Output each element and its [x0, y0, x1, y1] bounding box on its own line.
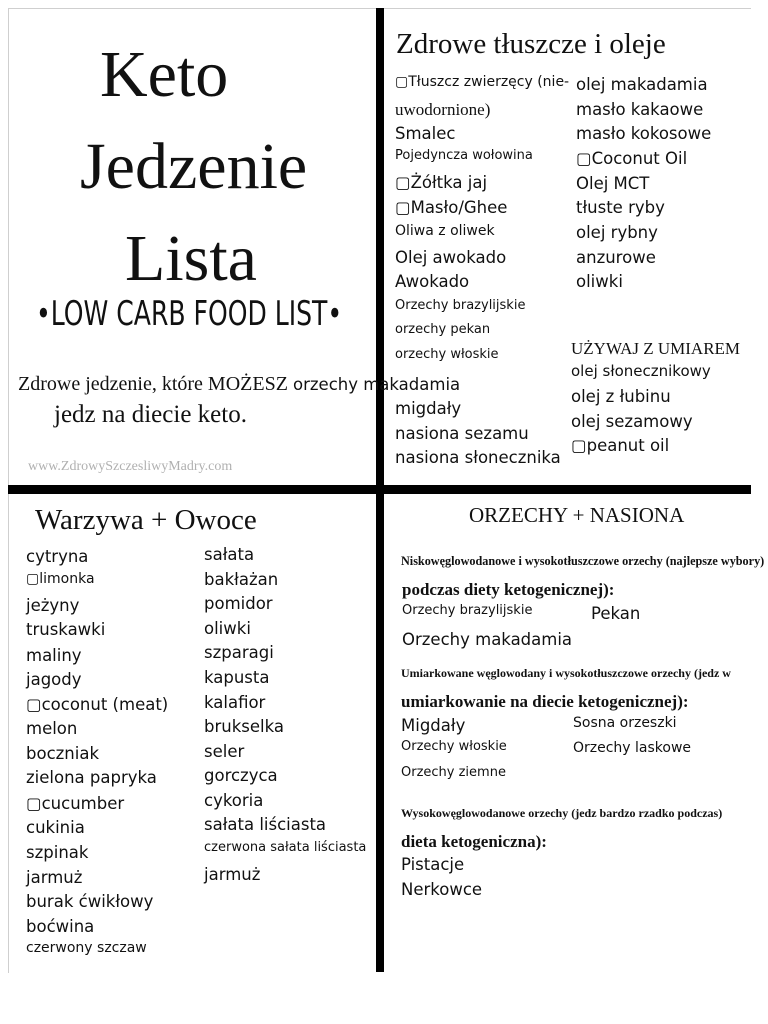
vegetables-heading: Warzywa + Owoce [35, 504, 257, 536]
nut-item: Orzechy ziemne [401, 765, 506, 780]
fat-col2-item: olej makadamia [576, 75, 708, 94]
fat-olej-awokado: Olej awokado [395, 248, 507, 267]
veg-item: kalafior [204, 693, 266, 712]
fat-col2-item: Olej MCT [576, 174, 650, 193]
veg-item: maliny [26, 646, 82, 665]
moderation-heading: UŻYWAJ Z UMIAREM [571, 339, 741, 358]
website-link[interactable]: www.ZdrowySzczesliwyMadry.com [28, 459, 233, 474]
veg-item: pomidor [204, 594, 273, 613]
nut-item: Pistacje [401, 855, 465, 874]
veg-item: cytryna [26, 547, 89, 566]
veg-item: szparagi [204, 643, 274, 662]
nuts-heading: ORZECHY + NASIONA [469, 503, 685, 527]
moderation-item: olej słonecznikowy [571, 362, 711, 380]
veg-item: ▢limonka [26, 571, 95, 587]
veg-item: oliwki [204, 619, 251, 638]
veg-item: boćwina [26, 917, 95, 936]
veg-item: brukselka [204, 717, 284, 736]
veg-item: burak ćwikłowy [26, 892, 154, 911]
veg-item: jeżyny [26, 596, 80, 615]
intro-line-2: jedz na diecie keto. [54, 401, 247, 428]
veg-item: cukinia [26, 818, 85, 837]
fat-col2-item: tłuste ryby [576, 198, 665, 217]
nuts-best-intro: Niskowęglowodanowe i wysokotłuszczowe orzechy (najlepsze wybory) [401, 554, 765, 568]
fat-wolowina: Pojedyncza wołowina [395, 148, 533, 163]
title-jedzenie: Jedzenie [80, 130, 308, 203]
nut-item: Sosna orzeszki [573, 715, 677, 731]
veg-item: melon [26, 719, 78, 738]
nut-item: Pekan [591, 604, 641, 623]
nut-item: Migdały [401, 716, 466, 735]
nuts-moderate-subhead: umiarkowanie na diecie ketogenicznej): [401, 692, 689, 711]
fat-col2-item: masło kokosowe [576, 124, 712, 143]
fat-maslo: ▢Masło/Ghee [395, 198, 508, 217]
veg-item: kapusta [204, 668, 270, 687]
moderation-item: ▢peanut oil [571, 436, 670, 455]
fat-wloskie: orzechy włoskie [395, 347, 499, 362]
fat-uwodornione: uwodornione) [395, 100, 491, 119]
nuts-rare-subhead: dieta ketogeniczna): [401, 832, 547, 851]
veg-item: gorczyca [204, 766, 278, 785]
veg-item: cykoria [204, 791, 264, 810]
fat-zoltka: ▢Żółtka jaj [395, 173, 488, 192]
veg-item: ▢cucumber [26, 794, 125, 813]
fat-sezam: nasiona sezamu [395, 424, 529, 443]
fat-oliwa: Oliwa z oliwek [395, 223, 495, 239]
veg-item: seler [204, 742, 245, 761]
title-lista: Lista [125, 222, 257, 295]
veg-item: sałata [204, 545, 255, 564]
moderation-item: olej sezamowy [571, 412, 693, 431]
veg-item: czerwona sałata liściasta [204, 840, 367, 855]
veg-item: sałata liściasta [204, 815, 327, 834]
fat-pekan: orzechy pekan [395, 322, 491, 337]
fat-col2-item: anzurowe [576, 248, 656, 267]
fat-makadamia: orzechy makadamia [293, 375, 461, 394]
fat-migdaly: migdały [395, 399, 462, 418]
subtitle-low-carb: •LOW CARB FOOD LIST• [36, 294, 343, 334]
veg-item: jagody [26, 670, 82, 689]
veg-item: bakłażan [204, 570, 279, 589]
nut-item: Orzechy brazylijskie [402, 603, 533, 618]
fat-col2-item: masło kakaowe [576, 100, 704, 119]
moderation-item: olej z łubinu [571, 387, 671, 406]
fat-slonecznik: nasiona słonecznika [395, 448, 561, 467]
intro-line-1: Zdrowe jedzenie, które MOŻESZ [18, 373, 288, 395]
nut-item: Orzechy włoskie [401, 739, 507, 754]
veg-item: ▢coconut (meat) [26, 695, 169, 714]
veg-item: jarmuż [204, 865, 261, 884]
horizontal-divider [8, 485, 751, 494]
veg-item: czerwony szczaw [26, 940, 147, 956]
nut-item: Orzechy makadamia [402, 630, 573, 649]
fat-brazylijskie: Orzechy brazylijskie [395, 298, 526, 313]
veg-item: jarmuż [26, 868, 83, 887]
fats-heading: Zdrowe tłuszcze i oleje [396, 28, 666, 60]
fat-tluszcz: ▢Tłuszcz zwierzęcy (nie- [395, 74, 570, 90]
fat-smalec: Smalec [395, 124, 456, 143]
veg-item: zielona papryka [26, 768, 157, 787]
veg-item: szpinak [26, 843, 89, 862]
title-keto: Keto [100, 38, 229, 111]
nuts-best-subhead: podczas diety ketogenicznej): [402, 580, 615, 599]
nuts-rare-intro: Wysokowęglowodanowe orzechy (jedz bardzo rzadko podczas) [401, 806, 723, 820]
fat-col2-item: oliwki [576, 272, 623, 291]
fat-col2-item: olej rybny [576, 223, 658, 242]
veg-item: truskawki [26, 620, 106, 639]
fat-awokado: Awokado [395, 272, 470, 291]
nut-item: Orzechy laskowe [573, 740, 692, 756]
nuts-moderate-intro: Umiarkowane węglowodany i wysokotłuszczowe orzechy (jedz w [401, 666, 731, 680]
veg-item: boczniak [26, 744, 100, 763]
nut-item: Nerkowce [401, 880, 483, 899]
fat-col2-item: ▢Coconut Oil [576, 149, 688, 168]
